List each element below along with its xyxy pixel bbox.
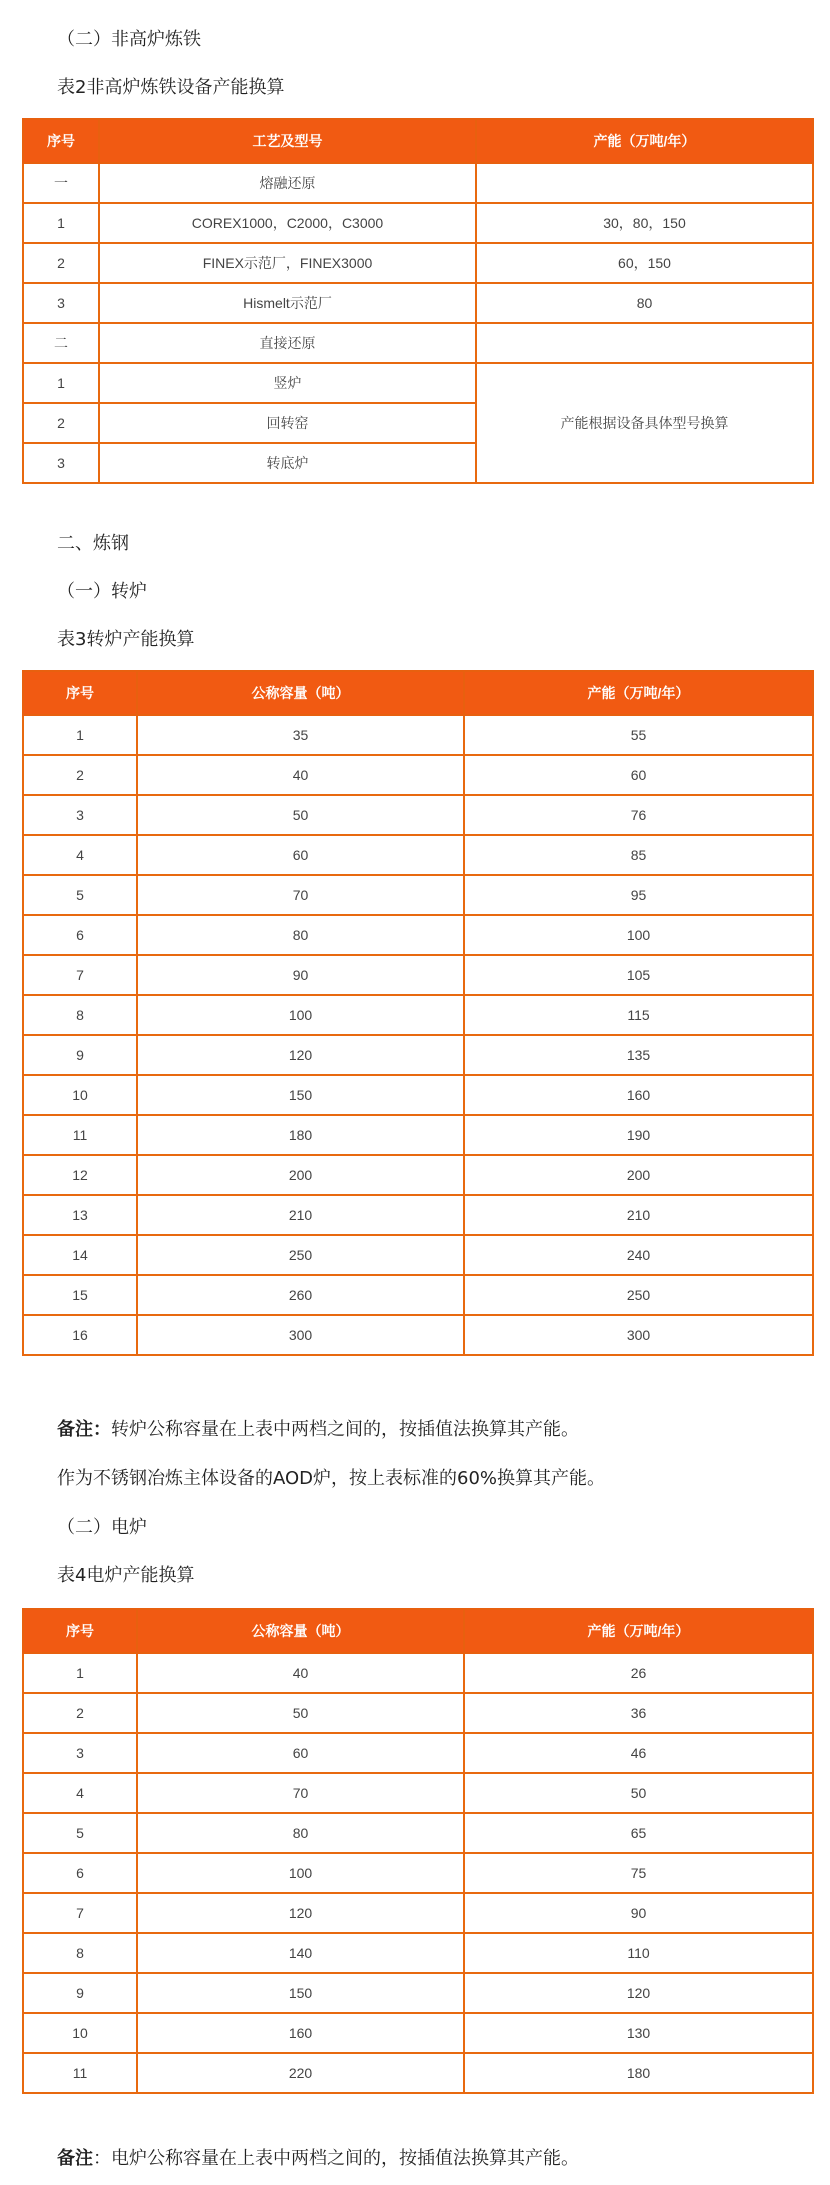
cell-index: 12 xyxy=(23,1155,137,1195)
table-row xyxy=(23,1115,813,1155)
cell-index: 2 xyxy=(23,1693,137,1733)
cell-nominal-capacity: 50 xyxy=(137,795,464,835)
cell-capacity: 26 xyxy=(464,1653,813,1693)
cell-capacity: 55 xyxy=(464,715,813,755)
table-row xyxy=(23,323,813,363)
cell-nominal-capacity: 300 xyxy=(137,1315,464,1355)
cell-process: FINEX示范厂，FINEX3000 xyxy=(99,243,476,283)
cell-nominal-capacity: 150 xyxy=(137,1973,464,2013)
cell-nominal-capacity: 210 xyxy=(137,1195,464,1235)
table4-caption: 表4电炉产能换算 xyxy=(57,1565,195,1586)
cell-index: 3 xyxy=(23,283,99,323)
cell-index: 9 xyxy=(23,1973,137,2013)
cell-index: 11 xyxy=(23,2053,137,2093)
cell-capacity: 85 xyxy=(464,835,813,875)
header-capacity: 产能（万吨/年） xyxy=(464,1609,813,1653)
header-capacity: 产能（万吨/年） xyxy=(476,119,813,163)
cell-nominal-capacity: 160 xyxy=(137,2013,464,2053)
cell-index: 8 xyxy=(23,995,137,1035)
note-text: ：电炉公称容量在上表中两档之间的，按插值法换算其产能。 xyxy=(93,2148,579,2169)
section-heading-steelmaking: 二、炼钢 xyxy=(57,533,129,554)
table-row xyxy=(23,1813,813,1853)
cell-nominal-capacity: 120 xyxy=(137,1035,464,1075)
cell-nominal-capacity: 100 xyxy=(137,1853,464,1893)
cell-index: 2 xyxy=(23,403,99,443)
cell-capacity: 120 xyxy=(464,1973,813,2013)
cell-capacity: 75 xyxy=(464,1853,813,1893)
table-row xyxy=(23,243,813,283)
table-row xyxy=(23,1933,813,1973)
cell-nominal-capacity: 260 xyxy=(137,1275,464,1315)
table3 xyxy=(22,670,814,1356)
cell-nominal-capacity: 40 xyxy=(137,1653,464,1693)
cell-capacity: 36 xyxy=(464,1693,813,1733)
table-row xyxy=(23,955,813,995)
cell-index: 2 xyxy=(23,755,137,795)
table-row xyxy=(23,1893,813,1933)
table4 xyxy=(22,1608,814,2094)
table-header-row xyxy=(23,1609,813,1653)
table-row xyxy=(23,1653,813,1693)
cell-capacity: 180 xyxy=(464,2053,813,2093)
cell-nominal-capacity: 180 xyxy=(137,1115,464,1155)
cell-nominal-capacity: 50 xyxy=(137,1693,464,1733)
cell-capacity: 110 xyxy=(464,1933,813,1973)
table-row xyxy=(23,995,813,1035)
cell-capacity: 190 xyxy=(464,1115,813,1155)
cell-index: 1 xyxy=(23,363,99,403)
cell-capacity: 300 xyxy=(464,1315,813,1355)
table-row xyxy=(23,203,813,243)
cell-capacity: 30，80，150 xyxy=(476,203,813,243)
note-converter xyxy=(57,1417,579,1443)
table-row xyxy=(23,1035,813,1075)
header-nominal-capacity: 公称容量（吨） xyxy=(137,1609,464,1653)
cell-index: 3 xyxy=(23,795,137,835)
cell-index: 9 xyxy=(23,1035,137,1075)
table-row xyxy=(23,1733,813,1773)
cell-index: 10 xyxy=(23,1075,137,1115)
cell-capacity: 105 xyxy=(464,955,813,995)
cell-nominal-capacity: 120 xyxy=(137,1893,464,1933)
cell-capacity-merged-note: 产能根据设备具体型号换算 xyxy=(476,363,813,483)
cell-process: 竖炉 xyxy=(99,363,476,403)
cell-nominal-capacity: 70 xyxy=(137,875,464,915)
header-process-model: 工艺及型号 xyxy=(99,119,476,163)
cell-capacity: 60，150 xyxy=(476,243,813,283)
cell-index: 5 xyxy=(23,1813,137,1853)
cell-index: 3 xyxy=(23,443,99,483)
cell-capacity: 76 xyxy=(464,795,813,835)
cell-index: 2 xyxy=(23,243,99,283)
cell-index: 4 xyxy=(23,1773,137,1813)
cell-capacity: 240 xyxy=(464,1235,813,1275)
table-header-row xyxy=(23,119,813,163)
cell-capacity xyxy=(476,163,813,203)
section-heading-electric-furnace: （二）电炉 xyxy=(57,1517,147,1538)
cell-index: 8 xyxy=(23,1933,137,1973)
header-index: 序号 xyxy=(23,1609,137,1653)
table-row xyxy=(23,2053,813,2093)
cell-capacity: 130 xyxy=(464,2013,813,2053)
cell-capacity: 100 xyxy=(464,915,813,955)
cell-process: Hismelt示范厂 xyxy=(99,283,476,323)
cell-nominal-capacity: 70 xyxy=(137,1773,464,1813)
cell-nominal-capacity: 60 xyxy=(137,835,464,875)
cell-nominal-capacity: 140 xyxy=(137,1933,464,1973)
table4-body xyxy=(23,1653,813,2093)
cell-index: 5 xyxy=(23,875,137,915)
table2 xyxy=(22,118,814,484)
table2-caption: 表2非高炉炼铁设备产能换算 xyxy=(57,77,285,98)
cell-nominal-capacity: 80 xyxy=(137,1813,464,1853)
cell-nominal-capacity: 80 xyxy=(137,915,464,955)
table3-body xyxy=(23,715,813,1355)
cell-index: 14 xyxy=(23,1235,137,1275)
table-row xyxy=(23,1235,813,1275)
cell-index: 13 xyxy=(23,1195,137,1235)
cell-index: 11 xyxy=(23,1115,137,1155)
cell-nominal-capacity: 60 xyxy=(137,1733,464,1773)
cell-capacity: 65 xyxy=(464,1813,813,1853)
cell-index: 4 xyxy=(23,835,137,875)
note-label: 备注： xyxy=(57,1419,111,1440)
table-row xyxy=(23,795,813,835)
note-electric-furnace xyxy=(57,2146,579,2172)
cell-nominal-capacity: 220 xyxy=(137,2053,464,2093)
table-row xyxy=(23,1275,813,1315)
cell-index: 6 xyxy=(23,1853,137,1893)
header-index: 序号 xyxy=(23,119,99,163)
table-row xyxy=(23,283,813,323)
cell-index: 15 xyxy=(23,1275,137,1315)
cell-process: 熔融还原 xyxy=(99,163,476,203)
cell-index: 16 xyxy=(23,1315,137,1355)
cell-capacity: 200 xyxy=(464,1155,813,1195)
table-row xyxy=(23,1973,813,2013)
note-text: 转炉公称容量在上表中两档之间的，按插值法换算其产能。 xyxy=(111,1419,579,1440)
header-index: 序号 xyxy=(23,671,137,715)
note-aod: 作为不锈钢冶炼主体设备的AOD炉，按上表标准的60%换算其产能。 xyxy=(57,1468,606,1489)
table-row xyxy=(23,1773,813,1813)
cell-capacity: 250 xyxy=(464,1275,813,1315)
table-row xyxy=(23,835,813,875)
cell-process: 回转窑 xyxy=(99,403,476,443)
cell-process: 直接还原 xyxy=(99,323,476,363)
table-row xyxy=(23,755,813,795)
cell-index: 3 xyxy=(23,1733,137,1773)
cell-process: 转底炉 xyxy=(99,443,476,483)
table-row xyxy=(23,1315,813,1355)
cell-capacity: 50 xyxy=(464,1773,813,1813)
table3-caption: 表3转炉产能换算 xyxy=(57,629,195,650)
header-capacity: 产能（万吨/年） xyxy=(464,671,813,715)
table-row xyxy=(23,1195,813,1235)
cell-index: 7 xyxy=(23,1893,137,1933)
section-heading-non-blast-furnace: （二）非高炉炼铁 xyxy=(57,29,201,50)
cell-capacity: 210 xyxy=(464,1195,813,1235)
table-row xyxy=(23,875,813,915)
cell-index: 7 xyxy=(23,955,137,995)
cell-capacity: 95 xyxy=(464,875,813,915)
cell-nominal-capacity: 200 xyxy=(137,1155,464,1195)
cell-nominal-capacity: 35 xyxy=(137,715,464,755)
header-nominal-capacity: 公称容量（吨） xyxy=(137,671,464,715)
cell-nominal-capacity: 250 xyxy=(137,1235,464,1275)
table-row xyxy=(23,2013,813,2053)
cell-capacity: 90 xyxy=(464,1893,813,1933)
table-header-row xyxy=(23,671,813,715)
cell-index: 1 xyxy=(23,203,99,243)
cell-nominal-capacity: 90 xyxy=(137,955,464,995)
cell-capacity: 80 xyxy=(476,283,813,323)
cell-capacity: 46 xyxy=(464,1733,813,1773)
cell-nominal-capacity: 100 xyxy=(137,995,464,1035)
note-label: 备注 xyxy=(57,2148,93,2169)
table-row xyxy=(23,915,813,955)
cell-capacity: 60 xyxy=(464,755,813,795)
cell-index: 二 xyxy=(23,323,99,363)
cell-process: COREX1000，C2000，C3000 xyxy=(99,203,476,243)
cell-capacity: 135 xyxy=(464,1035,813,1075)
table-row xyxy=(23,715,813,755)
cell-index: 1 xyxy=(23,1653,137,1693)
table-row xyxy=(23,1693,813,1733)
table-row xyxy=(23,1075,813,1115)
cell-capacity: 115 xyxy=(464,995,813,1035)
cell-index: 10 xyxy=(23,2013,137,2053)
table-row xyxy=(23,163,813,203)
cell-nominal-capacity: 40 xyxy=(137,755,464,795)
cell-nominal-capacity: 150 xyxy=(137,1075,464,1115)
table-row xyxy=(23,1853,813,1893)
cell-index: 1 xyxy=(23,715,137,755)
section-heading-converter: （一）转炉 xyxy=(57,581,147,602)
cell-index: 6 xyxy=(23,915,137,955)
cell-index: 一 xyxy=(23,163,99,203)
table-row xyxy=(23,1155,813,1195)
cell-capacity xyxy=(476,323,813,363)
cell-capacity: 160 xyxy=(464,1075,813,1115)
table-row xyxy=(23,363,813,403)
